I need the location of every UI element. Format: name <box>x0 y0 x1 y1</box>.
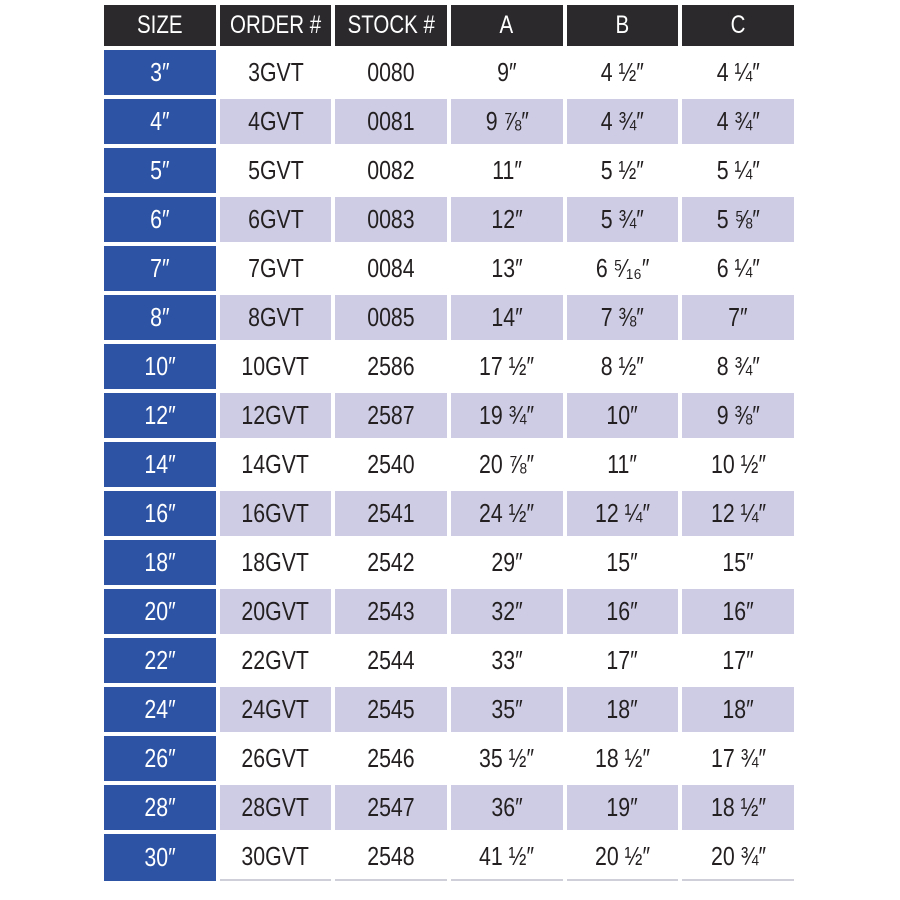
cell-text: 33″ <box>491 645 523 675</box>
column-header-label: STOCK # <box>347 11 435 39</box>
table-row <box>104 540 794 585</box>
stock-cell <box>335 491 447 536</box>
table-header <box>104 5 794 46</box>
stock-cell <box>335 785 447 830</box>
dim-c-cell <box>682 736 794 781</box>
cell-text: 18″ <box>606 694 639 724</box>
size-cell <box>104 834 216 881</box>
cell-text: 28GVT <box>241 792 310 822</box>
cell-text: 14GVT <box>241 449 310 479</box>
dim-a-cell <box>451 589 563 634</box>
order-cell <box>220 393 332 438</box>
stock-cell <box>335 197 447 242</box>
column-header-size <box>104 5 216 46</box>
cell-text: 8 ½″ <box>600 351 645 381</box>
cell-text: 2540 <box>367 449 415 479</box>
cell-text: 15″ <box>722 547 754 577</box>
cell-text: 30GVT <box>241 841 310 871</box>
dim-c-cell <box>682 638 794 683</box>
cell-text: 13″ <box>491 253 523 283</box>
cell-text: 22″ <box>144 645 176 675</box>
dim-b-cell <box>567 540 679 585</box>
dim-b-cell <box>567 295 679 340</box>
stock-cell <box>335 148 447 193</box>
cell-text: 10″ <box>606 400 639 430</box>
order-cell <box>220 736 332 781</box>
cell-text: 20GVT <box>241 596 310 626</box>
size-cell <box>104 785 216 830</box>
cell-text: 7″ <box>150 253 170 283</box>
size-cell <box>104 295 216 340</box>
stock-cell <box>335 99 447 144</box>
cell-text: 24 ½″ <box>479 498 535 528</box>
cell-text: 12″ <box>491 204 523 234</box>
column-header-order <box>220 5 332 46</box>
order-cell <box>220 295 332 340</box>
table-row <box>104 99 794 144</box>
stock-cell <box>335 540 447 585</box>
cell-text: 41 ½″ <box>479 841 535 871</box>
table-row <box>104 197 794 242</box>
cell-text: 18″ <box>722 694 754 724</box>
cell-text: 11″ <box>607 449 638 479</box>
column-header-label: A <box>499 11 514 39</box>
cell-text: 9″ <box>497 57 517 87</box>
dim-c-cell <box>682 99 794 144</box>
dim-b-cell <box>567 736 679 781</box>
cell-text: 19 ¾″ <box>479 400 535 430</box>
dim-b-cell <box>567 50 679 95</box>
size-cell <box>104 540 216 585</box>
column-header-a <box>451 5 563 46</box>
cell-text: 29″ <box>491 547 523 577</box>
cell-text: 2543 <box>367 596 415 626</box>
size-cell <box>104 197 216 242</box>
dim-b-cell <box>567 148 679 193</box>
dim-c-cell <box>682 50 794 95</box>
cell-text: 0082 <box>367 155 415 185</box>
cell-text: 5GVT <box>247 155 304 185</box>
dim-c-cell <box>682 344 794 389</box>
dim-a-cell <box>451 246 563 291</box>
cell-text: 6 ¼″ <box>716 253 760 283</box>
cell-text: 17″ <box>606 645 639 675</box>
dim-c-cell <box>682 295 794 340</box>
dim-a-cell <box>451 491 563 536</box>
cell-text: 12 ¼″ <box>594 498 650 528</box>
cell-text: 5 ¾″ <box>600 204 645 234</box>
order-cell <box>220 638 332 683</box>
dim-b-cell <box>567 344 679 389</box>
dim-a-cell <box>451 197 563 242</box>
cell-text: 19″ <box>606 792 639 822</box>
column-header-c <box>682 5 794 46</box>
size-cell <box>104 638 216 683</box>
table-row <box>104 442 794 487</box>
stock-cell <box>335 344 447 389</box>
cell-text: 2546 <box>367 743 415 773</box>
table-row <box>104 295 794 340</box>
cell-text: 4″ <box>150 106 170 136</box>
cell-text: 2542 <box>367 547 415 577</box>
size-cell <box>104 148 216 193</box>
table-row <box>104 50 794 95</box>
cell-text: 22GVT <box>241 645 310 675</box>
stock-cell <box>335 589 447 634</box>
cell-text: 20 ⅞″ <box>479 449 535 479</box>
order-cell <box>220 197 332 242</box>
cell-text: 8GVT <box>247 302 304 332</box>
stock-cell <box>335 687 447 732</box>
cell-text: 4 ¼″ <box>716 57 760 87</box>
dim-a-cell <box>451 736 563 781</box>
cell-text: 12″ <box>144 400 176 430</box>
cell-text: 11″ <box>491 155 522 185</box>
cell-text: 0084 <box>367 253 415 283</box>
cell-text: 2545 <box>367 694 415 724</box>
cell-text: 3″ <box>150 57 170 87</box>
cell-text: 32″ <box>491 596 523 626</box>
dim-a-cell <box>451 148 563 193</box>
order-cell <box>220 834 332 881</box>
size-cell <box>104 687 216 732</box>
cell-text: 4 ½″ <box>600 57 645 87</box>
table-row <box>104 736 794 781</box>
order-cell <box>220 50 332 95</box>
cell-text: 10GVT <box>241 351 310 381</box>
table-row <box>104 834 794 881</box>
dim-a-cell <box>451 295 563 340</box>
cell-text: 0080 <box>367 57 415 87</box>
cell-text: 0083 <box>367 204 415 234</box>
cell-text: 7 ⅜″ <box>600 302 645 332</box>
cell-text: 10″ <box>144 351 176 381</box>
size-cell <box>104 246 216 291</box>
order-cell <box>220 442 332 487</box>
dim-b-cell <box>567 246 679 291</box>
dim-c-cell <box>682 540 794 585</box>
cell-text: 20 ¾″ <box>710 841 766 871</box>
cell-text: 12 ¼″ <box>710 498 766 528</box>
table-row <box>104 638 794 683</box>
dim-c-cell <box>682 589 794 634</box>
column-header-b <box>567 5 679 46</box>
size-cell <box>104 99 216 144</box>
cell-text: 5 ¼″ <box>716 155 760 185</box>
cell-text: 20″ <box>144 596 176 626</box>
dim-b-cell <box>567 589 679 634</box>
cell-text: 5 ½″ <box>600 155 645 185</box>
cell-text: 2587 <box>367 400 415 430</box>
dim-a-cell <box>451 687 563 732</box>
size-cell <box>104 491 216 536</box>
cell-text: 6GVT <box>247 204 304 234</box>
cell-text: 18 ½″ <box>710 792 766 822</box>
cell-text: 4 ¾″ <box>600 106 645 136</box>
cell-text: 28″ <box>144 792 176 822</box>
cell-text: 16″ <box>606 596 639 626</box>
column-header-label: C <box>730 11 746 39</box>
cell-text: 26GVT <box>241 743 310 773</box>
order-cell <box>220 491 332 536</box>
dim-c-cell <box>682 687 794 732</box>
cell-text: 17 ½″ <box>479 351 535 381</box>
stock-cell <box>335 442 447 487</box>
cell-text: 7GVT <box>247 253 304 283</box>
spec-table <box>100 1 798 885</box>
dim-c-cell <box>682 442 794 487</box>
dim-a-cell <box>451 638 563 683</box>
dim-b-cell <box>567 99 679 144</box>
order-cell <box>220 148 332 193</box>
cell-text: 14″ <box>144 449 176 479</box>
table-row <box>104 589 794 634</box>
dim-a-cell <box>451 785 563 830</box>
cell-text: 9 ⅞″ <box>485 106 529 136</box>
dim-a-cell <box>451 834 563 881</box>
size-cell <box>104 50 216 95</box>
order-cell <box>220 589 332 634</box>
cell-text: 17 ¾″ <box>710 743 766 773</box>
cell-text: 2541 <box>367 498 415 528</box>
stock-cell <box>335 834 447 881</box>
dim-a-cell <box>451 99 563 144</box>
cell-text: 2548 <box>367 841 415 871</box>
cell-text: 2544 <box>367 645 415 675</box>
table-row <box>104 687 794 732</box>
cell-text: 9 ⅜″ <box>716 400 760 430</box>
stock-cell <box>335 50 447 95</box>
cell-text: 30″ <box>144 842 176 872</box>
order-cell <box>220 687 332 732</box>
dim-c-cell <box>682 148 794 193</box>
cell-text: 16GVT <box>241 498 310 528</box>
dim-c-cell <box>682 393 794 438</box>
dim-b-cell <box>567 785 679 830</box>
stock-cell <box>335 295 447 340</box>
cell-text: 0085 <box>367 302 415 332</box>
cell-text: 20 ½″ <box>594 841 650 871</box>
dim-b-cell <box>567 491 679 536</box>
cell-text: 16″ <box>144 498 176 528</box>
cell-text: 7″ <box>728 302 748 332</box>
cell-text: 2547 <box>367 792 415 822</box>
table-row <box>104 393 794 438</box>
order-cell <box>220 246 332 291</box>
dim-a-cell <box>451 540 563 585</box>
size-cell <box>104 344 216 389</box>
cell-text: 8″ <box>150 302 170 332</box>
table-body <box>104 50 794 881</box>
table-row <box>104 344 794 389</box>
cell-text: 35″ <box>491 694 523 724</box>
cell-text: 5″ <box>150 155 170 185</box>
cell-text: 16″ <box>722 596 754 626</box>
dim-b-cell <box>567 638 679 683</box>
cell-text: 5 ⅝″ <box>716 204 760 234</box>
dim-b-cell <box>567 197 679 242</box>
table-header-row <box>104 5 794 46</box>
table-row <box>104 491 794 536</box>
dim-c-cell <box>682 785 794 830</box>
order-cell <box>220 344 332 389</box>
table-row <box>104 785 794 830</box>
order-cell <box>220 785 332 830</box>
cell-text: 10 ½″ <box>710 449 766 479</box>
column-header-stock <box>335 5 447 46</box>
dim-c-cell <box>682 834 794 881</box>
order-cell <box>220 540 332 585</box>
cell-text: 2586 <box>367 351 415 381</box>
cell-text: 35 ½″ <box>479 743 535 773</box>
dim-a-cell <box>451 344 563 389</box>
dim-b-cell <box>567 393 679 438</box>
dim-c-cell <box>682 491 794 536</box>
dim-a-cell <box>451 442 563 487</box>
stock-cell <box>335 393 447 438</box>
cell-text: 0081 <box>367 106 415 136</box>
size-cell <box>104 442 216 487</box>
column-header-label: B <box>615 11 630 39</box>
cell-text: 18 ½″ <box>594 743 650 773</box>
size-cell <box>104 589 216 634</box>
cell-text: 3GVT <box>247 57 304 87</box>
dim-b-cell <box>567 442 679 487</box>
cell-text: 14″ <box>491 302 523 332</box>
stock-cell <box>335 638 447 683</box>
cell-text: 17″ <box>722 645 754 675</box>
column-header-label: SIZE <box>137 11 183 39</box>
cell-text: 12GVT <box>241 400 310 430</box>
cell-text: 26″ <box>144 743 176 773</box>
cell-text: 6 ⁵⁄₁₆″ <box>595 253 650 283</box>
cell-text: 36″ <box>491 792 523 822</box>
dim-b-cell <box>567 687 679 732</box>
cell-text: 18″ <box>144 547 176 577</box>
column-header-label: ORDER # <box>229 11 322 39</box>
cell-text: 15″ <box>606 547 639 577</box>
table-row <box>104 246 794 291</box>
stock-cell <box>335 736 447 781</box>
cell-text: 6″ <box>150 204 170 234</box>
dim-b-cell <box>567 834 679 881</box>
size-cell <box>104 736 216 781</box>
cell-text: 24″ <box>144 694 176 724</box>
dim-c-cell <box>682 246 794 291</box>
order-cell <box>220 99 332 144</box>
cell-text: 4GVT <box>247 106 304 136</box>
table-row <box>104 148 794 193</box>
cell-text: 18GVT <box>241 547 310 577</box>
dim-a-cell <box>451 50 563 95</box>
stock-cell <box>335 246 447 291</box>
dim-a-cell <box>451 393 563 438</box>
dim-c-cell <box>682 197 794 242</box>
size-cell <box>104 393 216 438</box>
cell-text: 4 ¾″ <box>716 106 760 136</box>
cell-text: 24GVT <box>241 694 310 724</box>
cell-text: 8 ¾″ <box>716 351 760 381</box>
